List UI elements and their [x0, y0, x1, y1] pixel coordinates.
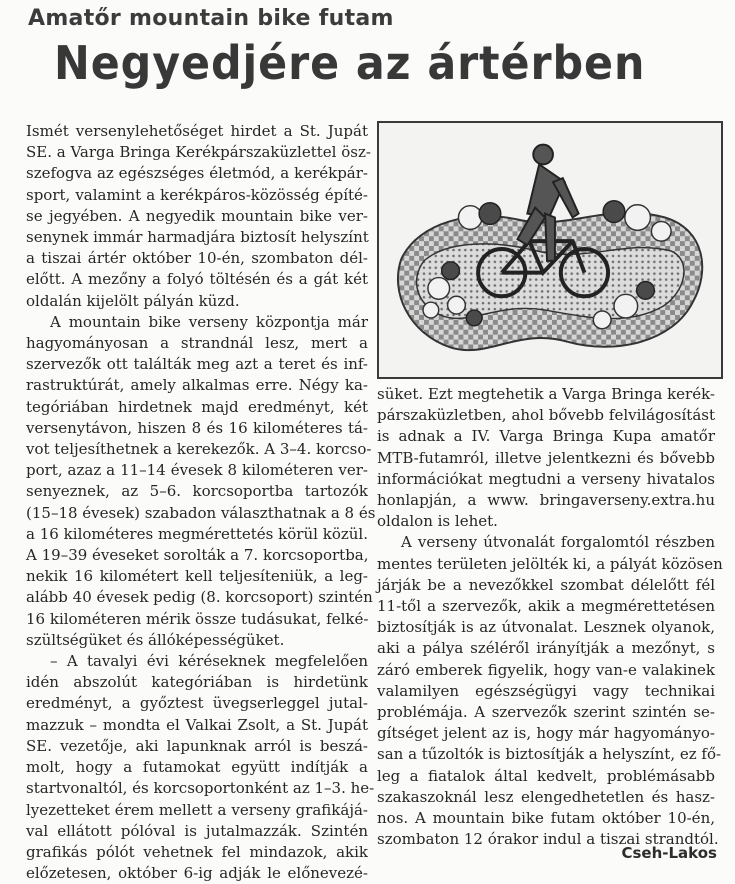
text-line: záró emberek figyelik, hogy van-e valakinek [377, 660, 715, 679]
text-line: 11-től a szervezők, akik a megmérettetésen [377, 597, 715, 616]
text-line: szültségüket és állóképességüket. [26, 630, 285, 649]
article-kicker: Amatőr mountain bike futam [28, 6, 394, 31]
text-line: MTB-futamról, illetve jelentkezni és bővebb [377, 448, 715, 467]
text-line: a tiszai ártér október 10-én, szombaton dél- [26, 249, 368, 268]
text-line: a 16 kilométeres megmérettetés körül közül. [26, 524, 368, 543]
text-line: – A tavalyi évi kéréseknek megfelelően [50, 652, 368, 671]
text-line: leg a fiatalok által kedvelt, problémásabb [377, 766, 715, 785]
text-line: párszaküzletben, ahol bővebb felvilágosítást [377, 406, 715, 425]
text-line: se jegyében. A negyedik mountain bike ver- [26, 206, 368, 225]
text-line: alább 40 évesek pedig (8. korcsoport) szintén [26, 588, 373, 607]
text-line: eredményt, a győztest üvegserleggel jutal- [26, 694, 368, 713]
text-line: A verseny útvonalát forgalomtól részben [401, 533, 715, 552]
cyclist-illustration [377, 121, 723, 379]
article-left-column [26, 121, 376, 884]
text-line: 16 kilométeren mérik össze tudásukat, felké- [26, 609, 369, 628]
text-line: port, azaz a 11–14 évesek 8 kilométeren ver- [26, 461, 368, 480]
text-line: információkat megtudni a verseny hivatalos [377, 469, 715, 488]
text-line: Ismét versenylehetőséget hirdet a St. Jupát [26, 122, 368, 140]
text-line: előtt. A mezőny a folyó töltésén és a gát két [26, 270, 368, 289]
text-line: A mountain bike verseny központja már [50, 312, 368, 331]
article-right-column [377, 384, 723, 850]
text-line: süket. Ezt megtehetik a Varga Bringa kerék- [377, 385, 715, 403]
text-line: mazzuk – mondta el Valkai Zsolt, a St. Jupát [26, 715, 368, 734]
text-line: aki a pálya széléről irányítják a mezőnyt, s [377, 639, 715, 658]
text-line: hagyományosan a strandnál lesz, mert a [26, 334, 368, 353]
text-line: A 19–39 éveseket sorolták a 7. korcsoportba, [26, 546, 369, 565]
text-line: mentes területen jelölték ki, a pályát közösen [377, 554, 723, 573]
text-line: senyeznek, az 5–6. korcsoportba tartozók [26, 482, 368, 501]
text-line: szombaton 12 órakor indul a tiszai strandtól. [377, 830, 719, 849]
cyclist-drawing [379, 123, 721, 377]
text-line: startvonaltól, és korcsoportonként az 1–3. he- [26, 779, 375, 798]
text-line: senynek immár harmadjára biztosít helyszínt [26, 228, 369, 247]
text-line: előzetesen, október 6-ig adják le előnevezé- [26, 864, 368, 883]
text-line: san a tűzoltók is biztosítják a helyszínt, ez fő- [377, 745, 722, 764]
text-line: sport, valamint a kerékpáros-közösség építé- [26, 185, 368, 204]
text-line: (15–18 évesek) szabadon választhatnak a 8 és [26, 503, 376, 522]
text-line: valamilyen egészségügyi vagy technikai [377, 681, 715, 700]
text-line: biztosítják is az útvonalat. Lesznek olyanok, [377, 618, 715, 637]
article-byline: Cseh-Lakos [621, 844, 717, 862]
text-line: oldalán kijelölt pályán küzd. [26, 291, 240, 310]
text-line: versenytávon, hiszen 8 és 16 kilométeres tá- [26, 418, 368, 437]
article-headline: Negyedjére az ártérben [54, 36, 646, 90]
text-line: szefogva az egészséges életmód, a kerékpár- [26, 164, 368, 183]
text-line: grafikás pólót vehetnek fel mindazok, akik [26, 842, 368, 861]
text-line: molt, hogy a futamokat együtt indítják a [26, 758, 368, 777]
text-line: idén abszolút kategóriában is hirdetünk [26, 673, 368, 692]
text-line: problémája. A szervezők szerint szintén se- [377, 703, 715, 722]
text-line: tegóriában hirdetnek majd eredményt, két [26, 397, 368, 416]
text-line: SE. a Varga Bringa Kerékpárszaküzlettel ösz- [26, 143, 371, 162]
text-line: szakaszoknál lesz elengedhetetlen és hasz- [377, 787, 715, 806]
text-line: is adnak a IV. Varga Bringa Kupa amatőr [377, 427, 715, 446]
text-line: SE. vezetője, aki lapunknak arról is beszá- [26, 736, 368, 755]
text-line: rastruktúrát, amely alkalmas erre. Négy ka- [26, 376, 368, 395]
text-line: oldalon is lehet. [377, 512, 498, 531]
text-line: lyezetteket érem mellett a verseny grafikájá- [26, 800, 368, 819]
text-line: járják be a nevezőkkel szombat délelőtt fél [377, 575, 715, 594]
text-line: val ellátott pólóval is jutalmazzák. Szintén [26, 821, 368, 840]
text-line: gítséget jelent az is, hogy már hagyományo- [377, 724, 715, 743]
text-line: honlapján, a www. bringaverseny.extra.hu [377, 491, 715, 510]
text-line: szervezők ott találták meg azt a teret és inf- [26, 355, 368, 374]
text-line: nos. A mountain bike futam október 10-én, [377, 809, 715, 828]
text-line: nekik 16 kilométert kell teljesíteniük, a leg- [26, 567, 368, 586]
text-line: vot teljesíthetnek a kerekezők. A 3–4. korcso- [26, 440, 372, 459]
